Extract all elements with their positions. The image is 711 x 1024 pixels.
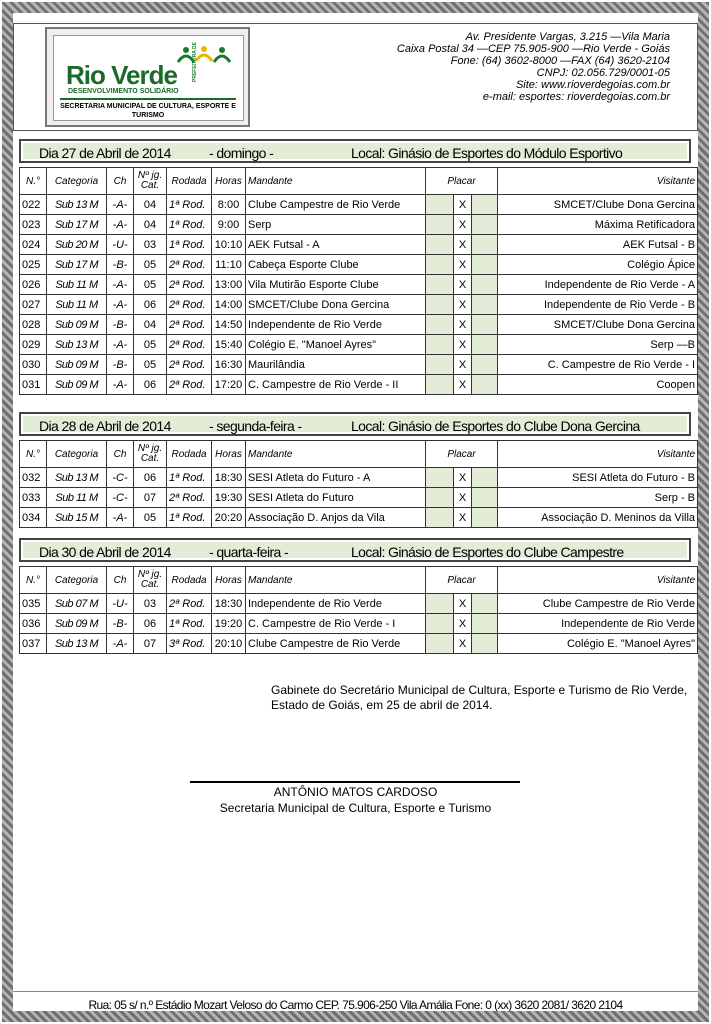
address-line: Av. Presidente Vargas, 3.215 —Vila Maria: [465, 31, 670, 43]
cell-x: X: [454, 488, 472, 508]
score-cell: [426, 355, 454, 375]
cell-ch: -B-: [107, 614, 134, 634]
cell-jg: 04: [134, 215, 167, 235]
cell-hora: 18:30: [212, 594, 246, 614]
day-date: Dia 28 de Abril de 2014: [39, 418, 171, 434]
cell-visitante: Independente de Rio Verde - B: [498, 295, 698, 315]
cell-x: X: [454, 235, 472, 255]
signer-role: Secretaria Municipal de Cultura, Esporte e Turismo: [219, 801, 492, 815]
score-cell: [472, 315, 498, 335]
score-cell: [426, 508, 454, 528]
table-row: [20, 634, 698, 654]
address-line: Site: www.rioverdegoias.com.br: [515, 79, 670, 91]
col-header-njg: Nº jg. Cat.: [134, 441, 167, 468]
table-row: [20, 275, 698, 295]
col-header-horas: Horas: [212, 567, 246, 594]
cell-cat: Sub 13 M: [47, 195, 107, 215]
signature-line: [190, 781, 520, 783]
cell-hora: 20:10: [212, 634, 246, 654]
day-local: Local: Ginásio de Esportes do Clube Campestre: [351, 544, 624, 560]
col-header-mandante: Mandante: [246, 168, 426, 195]
score-cell: [472, 295, 498, 315]
closing-text: Gabinete do Secretário Municipal de Cultura, Esporte e Turismo de Rio Verde, Estado de Goiás, em 25 de abril de 2014.: [271, 683, 688, 712]
cell-jg: 04: [134, 195, 167, 215]
cell-rod: 1ª Rod.: [167, 468, 212, 488]
score-cell: [472, 614, 498, 634]
cell-hora: 10:10: [212, 235, 246, 255]
cell-n: 024: [20, 235, 47, 255]
cell-ch: -B-: [107, 355, 134, 375]
table-row: [20, 488, 698, 508]
cell-ch: -A-: [107, 195, 134, 215]
score-cell: [426, 634, 454, 654]
cell-n: 037: [20, 634, 47, 654]
cell-hora: 20:20: [212, 508, 246, 528]
score-cell: [472, 255, 498, 275]
day-date: Dia 30 de Abril de 2014: [39, 544, 171, 560]
cell-ch: -A-: [107, 335, 134, 355]
cell-jg: 06: [134, 468, 167, 488]
cell-cat: Sub 13 M: [47, 335, 107, 355]
cell-jg: 03: [134, 594, 167, 614]
logo-tagline: DESENVOLVIMENTO SOLIDÁRIO: [68, 88, 179, 95]
cell-ch: -C-: [107, 468, 134, 488]
cell-n: 029: [20, 335, 47, 355]
day-local: Local: Ginásio de Esportes do Módulo Esportivo: [351, 145, 623, 161]
cell-ch: -B-: [107, 315, 134, 335]
table-row: [20, 594, 698, 614]
cell-mandante: Vila Mutirão Esporte Clube: [246, 275, 426, 295]
table-header-row: [20, 441, 698, 468]
col-header-ch: Ch: [107, 441, 134, 468]
cell-cat: Sub 17 M: [47, 215, 107, 235]
table-row: [20, 355, 698, 375]
cell-rod: 2ª Rod.: [167, 335, 212, 355]
cell-ch: -A-: [107, 375, 134, 395]
cell-visitante: Máxima Retificadora: [498, 215, 698, 235]
cell-x: X: [454, 195, 472, 215]
address-line: e-mail: esportes: rioverdegoias.com.br: [482, 91, 670, 103]
cell-rod: 1ª Rod.: [167, 508, 212, 528]
cell-mandante: AEK Futsal - A: [246, 235, 426, 255]
score-cell: [472, 594, 498, 614]
table-header-row: [20, 168, 698, 195]
cell-jg: 05: [134, 275, 167, 295]
col-header-rodada: Rodada: [167, 441, 212, 468]
table-header-row: [20, 567, 698, 594]
cell-rod: 2ª Rod.: [167, 255, 212, 275]
cell-cat: Sub 20 M: [47, 235, 107, 255]
table-row: [20, 468, 698, 488]
score-cell: [426, 255, 454, 275]
score-cell: [426, 295, 454, 315]
cell-visitante: Colégio E. "Manoel Ayres": [498, 634, 698, 654]
cell-visitante: AEK Futsal - B: [498, 235, 698, 255]
cell-cat: Sub 11 M: [47, 488, 107, 508]
col-header-num: N.°: [20, 441, 47, 468]
cell-n: 033: [20, 488, 47, 508]
col-header-categoria: Categoria: [47, 567, 107, 594]
col-header-mandante: Mandante: [246, 567, 426, 594]
games-table: [19, 167, 698, 395]
cell-x: X: [454, 215, 472, 235]
cell-rod: 3ª Rod.: [167, 634, 212, 654]
cell-jg: 06: [134, 375, 167, 395]
table-row: [20, 235, 698, 255]
cell-x: X: [454, 468, 472, 488]
cell-x: X: [454, 255, 472, 275]
cell-mandante: Clube Campestre de Rio Verde: [246, 634, 426, 654]
day-date: Dia 27 de Abril de 2014: [39, 145, 171, 161]
cell-hora: 11:10: [212, 255, 246, 275]
col-header-horas: Horas: [212, 441, 246, 468]
col-header-placar: Placar: [426, 168, 498, 195]
games-table: [19, 566, 698, 654]
cell-n: 036: [20, 614, 47, 634]
cell-hora: 18:30: [212, 468, 246, 488]
cell-visitante: SMCET/Clube Dona Gercina: [498, 195, 698, 215]
table-row: [20, 335, 698, 355]
score-cell: [426, 235, 454, 255]
address-line: CNPJ: 02.056.729/0001-05: [536, 67, 670, 79]
cell-rod: 2ª Rod.: [167, 594, 212, 614]
col-header-njg: Nº jg. Cat.: [134, 567, 167, 594]
col-header-ch: Ch: [107, 567, 134, 594]
cell-visitante: Coopen: [498, 375, 698, 395]
cell-hora: 15:40: [212, 335, 246, 355]
cell-n: 035: [20, 594, 47, 614]
cell-visitante: Colégio Ápice: [498, 255, 698, 275]
day-header: [19, 412, 691, 436]
score-cell: [426, 468, 454, 488]
cell-x: X: [454, 355, 472, 375]
cell-cat: Sub 09 M: [47, 355, 107, 375]
cell-ch: -C-: [107, 488, 134, 508]
score-cell: [472, 488, 498, 508]
col-header-horas: Horas: [212, 168, 246, 195]
cell-visitante: Associação D. Meninos da Villa: [498, 508, 698, 528]
cell-hora: 19:30: [212, 488, 246, 508]
cell-x: X: [454, 315, 472, 335]
cell-rod: 2ª Rod.: [167, 275, 212, 295]
cell-n: 023: [20, 215, 47, 235]
cell-n: 034: [20, 508, 47, 528]
table-row: [20, 215, 698, 235]
cell-x: X: [454, 594, 472, 614]
cell-hora: 17:20: [212, 375, 246, 395]
score-cell: [426, 275, 454, 295]
table-row: [20, 614, 698, 634]
cell-n: 032: [20, 468, 47, 488]
address-line: Fone: (64) 3602-8000 —FAX (64) 3620-2104: [450, 55, 670, 67]
col-header-categoria: Categoria: [47, 168, 107, 195]
cell-jg: 03: [134, 235, 167, 255]
cell-ch: -A-: [107, 634, 134, 654]
score-cell: [426, 315, 454, 335]
table-row: [20, 195, 698, 215]
score-cell: [426, 594, 454, 614]
cell-jg: 05: [134, 335, 167, 355]
day-local: Local: Ginásio de Esportes do Clube Dona Gercina: [351, 418, 640, 434]
score-cell: [426, 215, 454, 235]
cell-x: X: [454, 634, 472, 654]
col-header-placar: Placar: [426, 441, 498, 468]
cell-hora: 14:00: [212, 295, 246, 315]
cell-ch: -B-: [107, 255, 134, 275]
cell-cat: Sub 15 M: [47, 508, 107, 528]
col-header-num: N.°: [20, 168, 47, 195]
cell-x: X: [454, 508, 472, 528]
cell-visitante: Independente de Rio Verde: [498, 614, 698, 634]
cell-jg: 04: [134, 315, 167, 335]
cell-n: 027: [20, 295, 47, 315]
cell-mandante: Independente de Rio Verde: [246, 315, 426, 335]
cell-n: 028: [20, 315, 47, 335]
cell-mandante: Clube Campestre de Rio Verde: [246, 195, 426, 215]
day-weekday: - domingo -: [209, 145, 274, 161]
cell-rod: 1ª Rod.: [167, 235, 212, 255]
col-header-rodada: Rodada: [167, 168, 212, 195]
cell-rod: 2ª Rod.: [167, 355, 212, 375]
cell-mandante: SESI Atleta do Futuro: [246, 488, 426, 508]
table-row: [20, 315, 698, 335]
document: [13, 13, 698, 1011]
cell-jg: 05: [134, 255, 167, 275]
cell-ch: -U-: [107, 235, 134, 255]
score-cell: [472, 195, 498, 215]
col-header-mandante: Mandante: [246, 441, 426, 468]
cell-hora: 13:00: [212, 275, 246, 295]
cell-ch: -U-: [107, 594, 134, 614]
col-header-visitante: Visitante: [498, 567, 698, 594]
cell-visitante: SMCET/Clube Dona Gercina: [498, 315, 698, 335]
col-header-placar: Placar: [426, 567, 498, 594]
cell-mandante: SESI Atleta do Futuro - A: [246, 468, 426, 488]
score-cell: [426, 375, 454, 395]
cell-visitante: Clube Campestre de Rio Verde: [498, 594, 698, 614]
col-header-rodada: Rodada: [167, 567, 212, 594]
cell-mandante: Independente de Rio Verde: [246, 594, 426, 614]
cell-mandante: SMCET/Clube Dona Gercina: [246, 295, 426, 315]
col-header-visitante: Visitante: [498, 441, 698, 468]
cell-jg: 07: [134, 488, 167, 508]
cell-cat: Sub 17 M: [47, 255, 107, 275]
cell-mandante: C. Campestre de Rio Verde - I: [246, 614, 426, 634]
col-header-num: N.°: [20, 567, 47, 594]
cell-mandante: Serp: [246, 215, 426, 235]
cell-n: 022: [20, 195, 47, 215]
table-row: [20, 375, 698, 395]
col-header-ch: Ch: [107, 168, 134, 195]
cell-jg: 06: [134, 295, 167, 315]
cell-jg: 05: [134, 508, 167, 528]
cell-cat: Sub 11 M: [47, 275, 107, 295]
score-cell: [472, 235, 498, 255]
cell-hora: 14:50: [212, 315, 246, 335]
rio-verde-logo: [45, 27, 250, 127]
cell-mandante: Associação D. Anjos da Vila: [246, 508, 426, 528]
table-row: [20, 295, 698, 315]
cell-cat: Sub 09 M: [47, 614, 107, 634]
score-cell: [426, 488, 454, 508]
cell-rod: 2ª Rod.: [167, 488, 212, 508]
logo-prefeitura: PREFEITURA DE: [192, 42, 198, 83]
score-cell: [472, 335, 498, 355]
contact-address: [397, 31, 670, 103]
cell-cat: Sub 09 M: [47, 315, 107, 335]
col-header-njg: Nº jg. Cat.: [134, 168, 167, 195]
day-header: [19, 139, 691, 163]
cell-rod: 1ª Rod.: [167, 195, 212, 215]
cell-mandante: C. Campestre de Rio Verde - II: [246, 375, 426, 395]
cell-x: X: [454, 614, 472, 634]
cell-rod: 2ª Rod.: [167, 315, 212, 335]
score-cell: [426, 614, 454, 634]
logo-name: Rio Verde: [66, 60, 177, 90]
cell-mandante: Colégio E. "Manoel Ayres": [246, 335, 426, 355]
cell-jg: 06: [134, 614, 167, 634]
cell-ch: -A-: [107, 275, 134, 295]
cell-mandante: Maurilândia: [246, 355, 426, 375]
cell-n: 026: [20, 275, 47, 295]
games-table: [19, 440, 698, 528]
cell-rod: 1ª Rod.: [167, 215, 212, 235]
cell-x: X: [454, 275, 472, 295]
score-cell: [426, 335, 454, 355]
cell-n: 030: [20, 355, 47, 375]
cell-ch: -A-: [107, 508, 134, 528]
score-cell: [472, 468, 498, 488]
day-header: [19, 538, 691, 562]
score-cell: [472, 355, 498, 375]
cell-rod: 2ª Rod.: [167, 375, 212, 395]
cell-rod: 2ª Rod.: [167, 295, 212, 315]
cell-ch: -A-: [107, 215, 134, 235]
score-cell: [472, 375, 498, 395]
table-row: [20, 508, 698, 528]
score-cell: [472, 275, 498, 295]
cell-visitante: Independente de Rio Verde - A: [498, 275, 698, 295]
cell-hora: 16:30: [212, 355, 246, 375]
cell-visitante: SESI Atleta do Futuro - B: [498, 468, 698, 488]
people-figures-icon: [174, 46, 234, 64]
cell-rod: 1ª Rod.: [167, 614, 212, 634]
footer-address: Rua: 05 s/ n.º Estádio Mozart Veloso do Carmo CEP. 75.906-250 Vila Amália Fone: 0 (xx) 3620 2081/ 3620 2104: [13, 991, 698, 1012]
table-row: [20, 255, 698, 275]
score-cell: [472, 215, 498, 235]
cell-mandante: Cabeça Esporte Clube: [246, 255, 426, 275]
cell-hora: 19:20: [212, 614, 246, 634]
cell-cat: Sub 13 M: [47, 634, 107, 654]
cell-jg: 07: [134, 634, 167, 654]
cell-x: X: [454, 295, 472, 315]
cell-hora: 8:00: [212, 195, 246, 215]
cell-x: X: [454, 375, 472, 395]
cell-cat: Sub 13 M: [47, 468, 107, 488]
day-weekday: - quarta-feira -: [209, 544, 289, 560]
cell-n: 025: [20, 255, 47, 275]
address-line: Caixa Postal 34 —CEP 75.905-900 —Rio Verde - Goiás: [396, 43, 670, 55]
cell-n: 031: [20, 375, 47, 395]
cell-cat: Sub 11 M: [47, 295, 107, 315]
score-cell: [426, 195, 454, 215]
day-weekday: - segunda-feira -: [209, 418, 302, 434]
cell-cat: Sub 09 M: [47, 375, 107, 395]
cell-visitante: Serp - B: [498, 488, 698, 508]
logo-secretaria: SECRETARIA MUNICIPAL DE CULTURA, ESPORTE E TURISMO: [60, 98, 236, 120]
col-header-categoria: Categoria: [47, 441, 107, 468]
cell-visitante: C. Campestre de Rio Verde - I: [498, 355, 698, 375]
signer-name: ANTÔNIO MATOS CARDOSO: [273, 785, 438, 799]
cell-jg: 05: [134, 355, 167, 375]
cell-cat: Sub 07 M: [47, 594, 107, 614]
score-cell: [472, 508, 498, 528]
cell-hora: 9:00: [212, 215, 246, 235]
score-cell: [472, 634, 498, 654]
col-header-visitante: Visitante: [498, 168, 698, 195]
cell-ch: -A-: [107, 295, 134, 315]
cell-x: X: [454, 335, 472, 355]
cell-visitante: Serp —B: [498, 335, 698, 355]
